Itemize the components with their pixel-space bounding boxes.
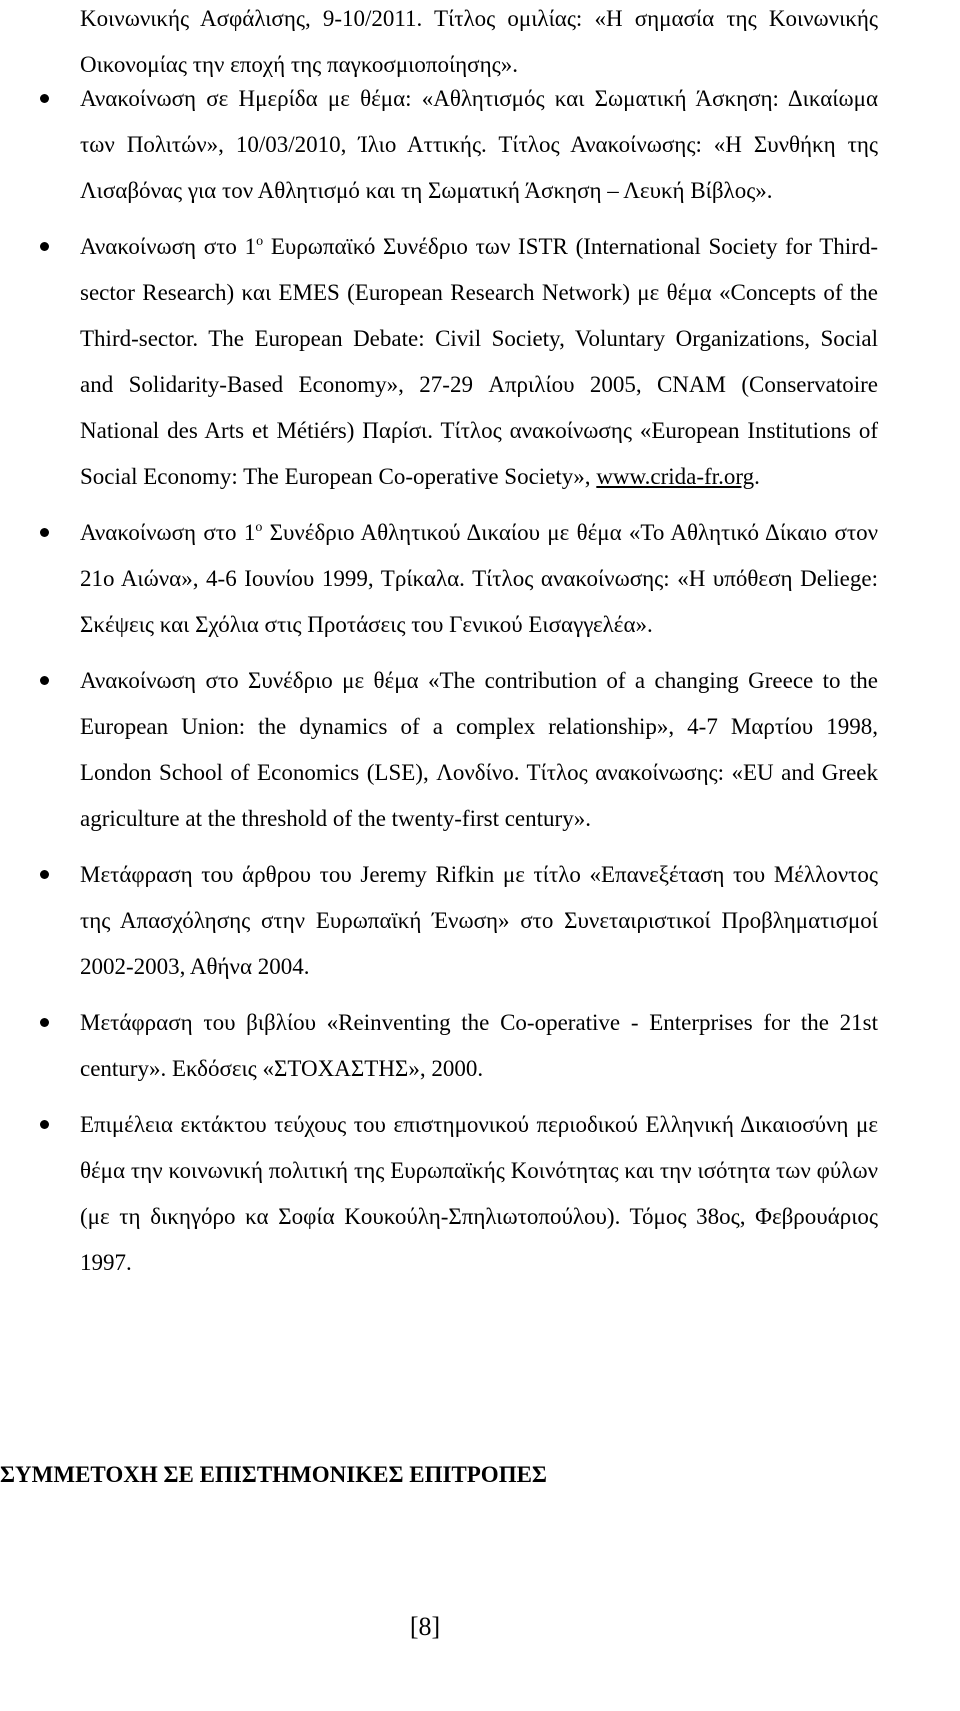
item-text: Επιμέλεια εκτάκτου τεύχους του επιστημονικού περιοδικού Ελληνική Δικαιοσύνη με θέμα την κοινωνική πολιτική της Ευρωπαϊκής Κοινότητας και την ισότητα των φύλων (με τη δικηγόρο κα Σοφία Κουκούλη-Σπηλιωτοπούλου). Τόμος 38ος, Φεβρουάριος 1997. — [80, 1112, 878, 1275]
bullet-icon — [40, 676, 49, 685]
list-item — [0, 510, 878, 648]
list-item — [0, 1000, 878, 1092]
item-text: Μετάφραση του άρθρου του Jeremy Rifkin με τίτλο «Επανεξέταση του Μέλλοντος της Απασχόλησης στην Ευρωπαϊκή Ένωση» στο Συνεταιριστικοί Προβληματισμοί 2002-2003, Αθήνα 2004. — [80, 862, 878, 979]
bullet-icon — [40, 870, 49, 879]
ordinal-superscript: ο — [255, 520, 263, 535]
presentations-list — [0, 76, 960, 1296]
item-text: Συνέδριο Αθλητικού Δικαίου με θέμα «Το Αθλητικό Δίκαιο στον 21ο Αιώνα», 4-6 Ιουνίου 1999, Τρίκαλα. Τίτλος ανακοίνωσης: «Η υπόθεση Deliege: Σκέψεις και Σχόλια στις Προτάσεις του Γενικού Εισαγγελέα». — [80, 520, 878, 637]
list-item — [0, 1102, 878, 1286]
item-text: Ανακοίνωση στο Συνέδριο με θέμα «The contribution of a changing Greece to the European Union: the dynamics of a complex relationship», 4-7 Μαρτίου 1998, London School of Economics (LSE), Λονδίνο. Τίτλος ανακοίνωσης: «EU and Greek agriculture at the threshold of the twenty-first century». — [80, 668, 878, 831]
bullet-icon — [40, 242, 49, 251]
bullet-icon — [40, 1120, 49, 1129]
item-text: Ευρωπαϊκό Συνέδριο των ISTR (International Society for Third-sector Research) και EMES (European Research Network) με θέμα «Concepts of the Third-sector. The European Debate: Civil Society, Voluntary Organizations, Social and Solidarity-Based Economy», 27-29 Απριλίου 2005, CNAM (Conservatoire National des Arts et Métiérs) Παρίσι. Τίτλος ανακοίνωσης «European Institutions of Social Economy: The European Co-operative Society», — [80, 234, 878, 489]
item-text-start: Ανακοίνωση στο 1 — [80, 520, 256, 545]
continuation-paragraph: Κοινωνικής Ασφάλισης, 9-10/2011. Τίτλος ομιλίας: «Η σημασία της Κοινωνικής Οικονομίας την εποχή της παγκοσμιοποίησης». — [80, 6, 878, 77]
item-text-start: Ανακοίνωση στο 1 — [80, 234, 257, 259]
ordinal-superscript: ο — [256, 234, 264, 249]
page-number: [8] — [409, 1612, 441, 1641]
list-item — [0, 76, 878, 214]
bullet-icon — [40, 528, 49, 537]
list-item — [0, 224, 878, 500]
bullet-icon — [40, 1018, 49, 1027]
item-text: Μετάφραση του βιβλίου «Reinventing the Co-operative - Enterprises for the 21st century». Εκδόσεις «ΣΤΟΧΑΣΤΗΣ», 2000. — [80, 1010, 878, 1081]
bullet-icon — [40, 94, 49, 103]
list-item — [0, 852, 878, 990]
website-link[interactable]: www.crida-fr.org — [596, 464, 755, 489]
item-text-end: . — [754, 464, 760, 489]
item-text: Ανακοίνωση σε Ημερίδα με θέμα: «Αθλητισμός και Σωματική Άσκηση: Δικαίωμα των Πολιτών», 10/03/2010, Ίλιο Αττικής. Τίτλος Ανακοίνωσης: «Η Συνθήκη της Λισαβόνας για τον Αθλητισμό και τη Σωματική Άσκηση – Λευκή Βίβλος». — [80, 86, 878, 203]
list-item — [0, 658, 878, 842]
section-heading: ΣΥΜΜΕΤΟΧΗ ΣΕ ΕΠΙΣΤΗΜΟΝΙΚΕΣ ΕΠΙΤΡΟΠΕΣ — [0, 1462, 547, 1487]
